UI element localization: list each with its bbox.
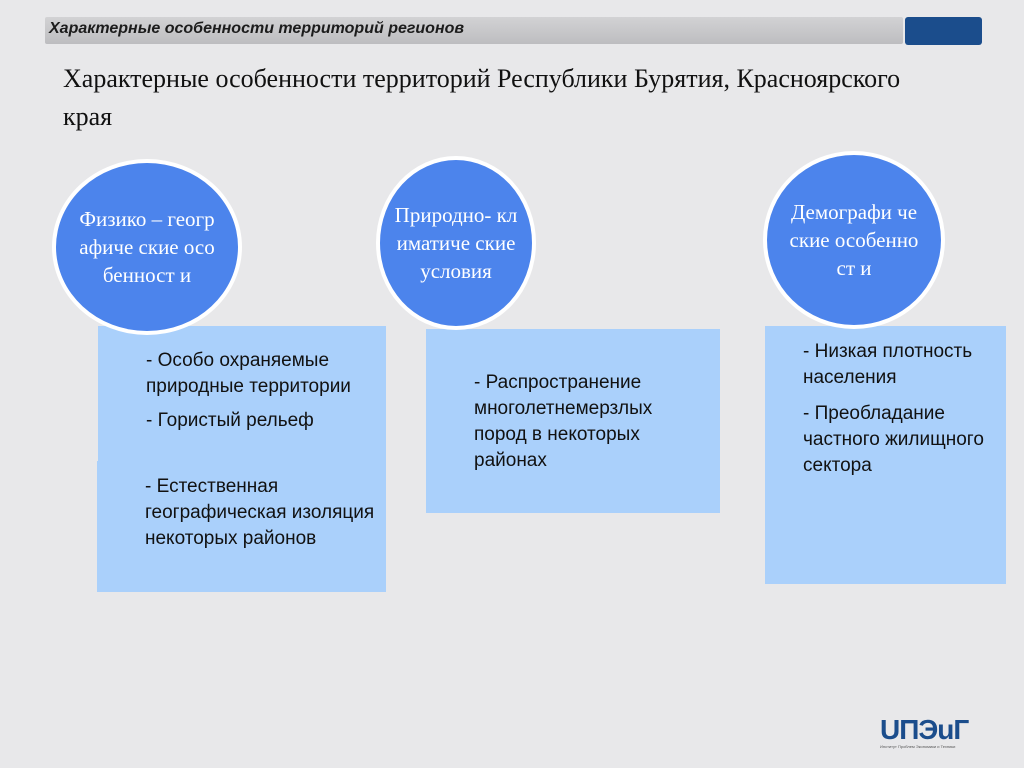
list-item: - Особо охраняемые природные территории: [146, 350, 351, 397]
list-item: - Гористый рельеф: [146, 410, 314, 431]
list-item: - Естественная географическая изоляция некоторых районов: [145, 476, 375, 549]
header-title: Характерные особенности территорий регионов: [49, 20, 465, 37]
list-item: - Низкая плотность населения: [803, 341, 973, 388]
box-demographic: [765, 326, 1006, 584]
list-item: - Преобладание частного жилищного сектора: [803, 403, 984, 476]
circle-label: Физико – географиче ские особенност и: [79, 207, 215, 287]
box-natural-climatic: [426, 329, 720, 513]
circle-natural-climatic: [376, 156, 536, 330]
logo: [880, 716, 990, 752]
header-bar: [45, 17, 903, 44]
circle-label: Демографи ческие особенност и: [789, 200, 919, 280]
circle-demographic: [763, 151, 945, 329]
logo-subtitle: Институт Проблем Экономики и Техники: [880, 744, 956, 749]
list-item: - Распространение многолетнемерзлых пород в некоторых районах: [474, 372, 653, 471]
header-accent-block: [905, 17, 982, 45]
circle-label: Природно- климатиче ские условия: [394, 203, 518, 283]
box-physical-geography: [98, 326, 386, 466]
box-physical-geography-extra: [97, 461, 386, 592]
slide-title: Характерные особенности территорий Республики Бурятия, Красноярского края: [63, 64, 901, 131]
circle-physical-geography: [52, 159, 242, 335]
logo-text: UПЭuГ: [880, 714, 969, 745]
